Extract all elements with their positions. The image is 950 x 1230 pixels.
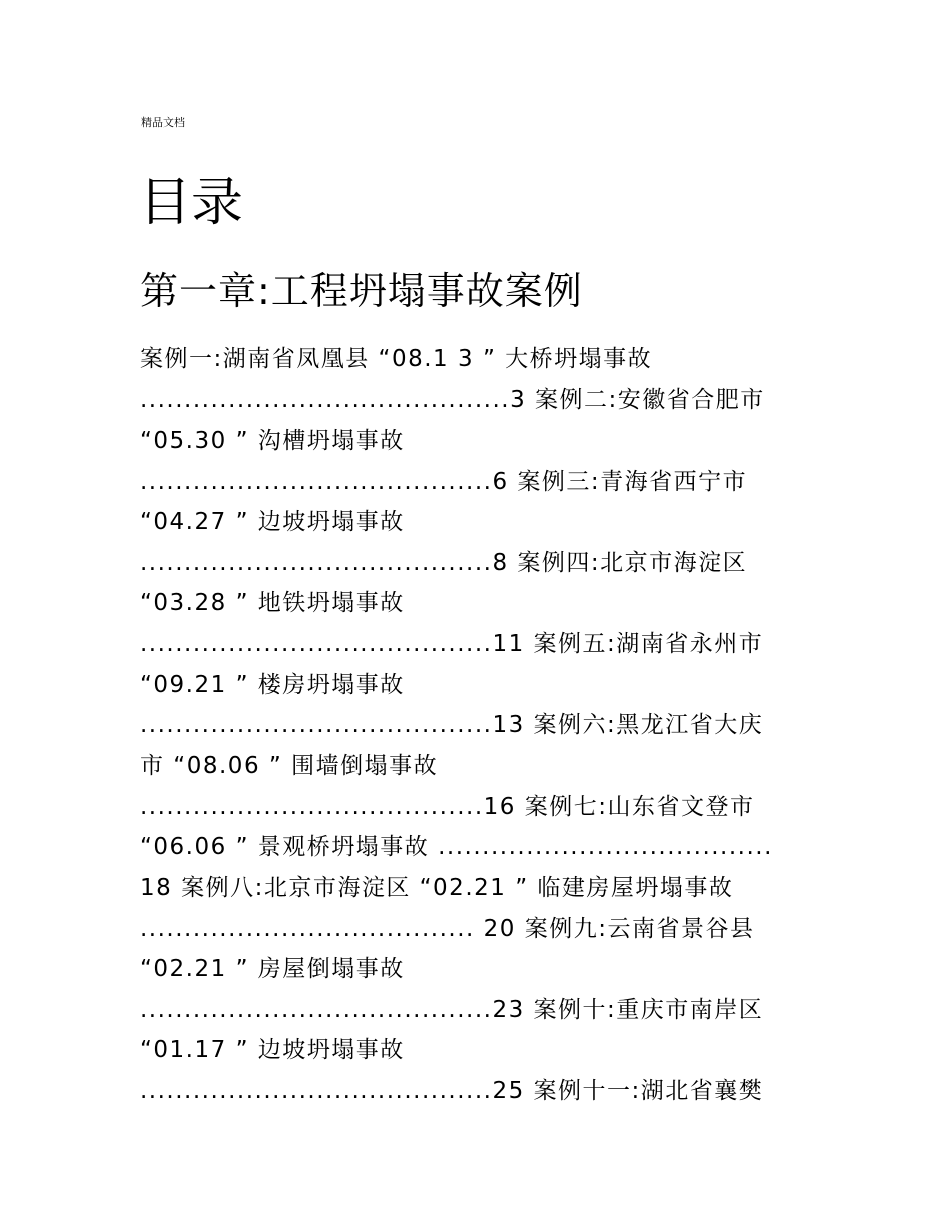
toc-line: “02.21 ” 房屋倒塌事故 bbox=[140, 956, 405, 982]
toc-line: ..........................................3 案例二:安徽省合肥市 bbox=[140, 387, 765, 413]
page-header-label: 精品文档 bbox=[141, 116, 185, 129]
toc-line: ........................................13 案例六:黑龙江省大庆 bbox=[140, 712, 764, 738]
document-title: 目录 bbox=[139, 173, 244, 233]
toc-line: ........................................25 案例十一:湖北省襄樊 bbox=[140, 1078, 764, 1104]
toc-line: ........................................6 案例三:青海省西宁市 bbox=[140, 469, 748, 495]
toc-line: “09.21 ” 楼房坍塌事故 bbox=[140, 672, 405, 698]
toc-line: “06.06 ” 景观桥坍塌事故 ...................................... bbox=[140, 834, 773, 860]
toc-line: 18 案例八:北京市海淀区 “02.21 ” 临建房屋坍塌事故 bbox=[140, 875, 734, 901]
chapter-heading: 第一章:工程坍塌事故案例 bbox=[140, 269, 583, 313]
toc-line: “04.27 ” 边坡坍塌事故 bbox=[140, 509, 405, 535]
toc-line: ........................................8 案例四:北京市海淀区 bbox=[140, 550, 748, 576]
toc-line: 案例一:湖南省凤凰县 “08.1 3 ” 大桥坍塌事故 bbox=[140, 346, 653, 372]
toc-line: 市 “08.06 ” 围墙倒塌事故 bbox=[140, 753, 439, 779]
toc-line: .......................................16 案例七:山东省文登市 bbox=[140, 794, 755, 820]
toc-line: “01.17 ” 边坡坍塌事故 bbox=[140, 1037, 405, 1063]
toc-line: ........................................23 案例十:重庆市南岸区 bbox=[140, 997, 764, 1023]
toc-line: “03.28 ” 地铁坍塌事故 bbox=[140, 590, 405, 616]
toc-line: ........................................11 案例五:湖南省永州市 bbox=[140, 631, 764, 657]
toc-line: “05.30 ” 沟槽坍塌事故 bbox=[140, 428, 405, 454]
toc-line: ...................................... 20 案例九:云南省景谷县 bbox=[140, 916, 755, 942]
